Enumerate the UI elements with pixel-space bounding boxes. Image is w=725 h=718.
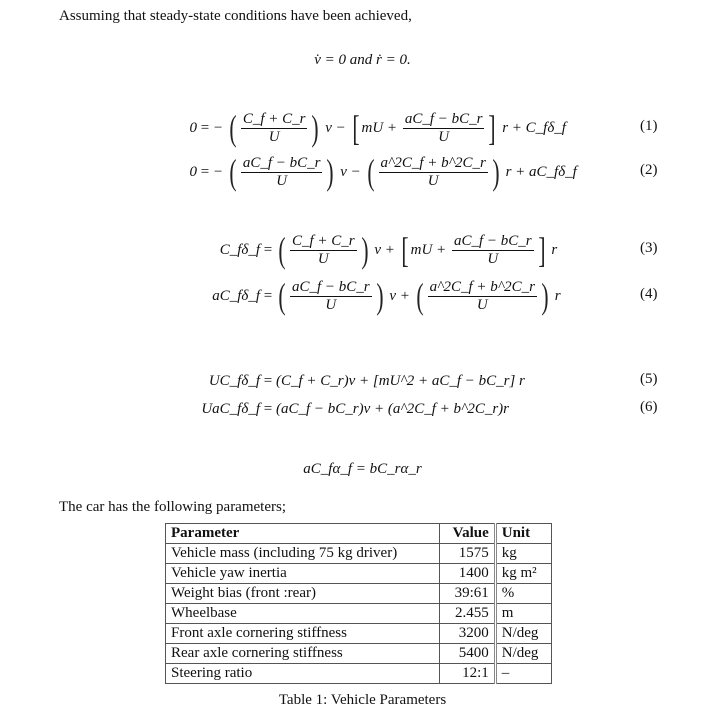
denominator: U <box>325 296 337 313</box>
open-delimiter: [ <box>401 230 409 270</box>
fraction <box>290 279 372 314</box>
value-cell: 5400 <box>440 644 496 664</box>
open-delimiter: [ <box>351 108 360 148</box>
numerator: aC_f − bC_r <box>242 154 321 171</box>
equation-number: (3) <box>640 240 658 256</box>
numerator: C_f + C_r <box>242 110 306 127</box>
value-cell: 1400 <box>440 564 496 584</box>
equation-lhs: 0 <box>189 119 197 136</box>
numerator: aC_f − bC_r <box>404 110 483 127</box>
fraction <box>428 279 537 314</box>
table-row <box>166 644 552 664</box>
equation-term: v − <box>321 119 350 136</box>
equation-term: v + <box>370 241 399 258</box>
unit-cell: kg m² <box>495 564 551 584</box>
equation-lhs: aC_fδ_f <box>212 287 260 304</box>
value-cell: 39:61 <box>440 584 496 604</box>
header-parameter: Parameter <box>166 524 440 544</box>
value-cell: 12:1 <box>440 664 496 684</box>
close-delimiter: ) <box>311 108 320 148</box>
close-delimiter: ) <box>361 230 369 270</box>
equals-sign: = <box>260 372 276 389</box>
equation-term: mU + <box>410 241 450 258</box>
table-row <box>166 624 552 644</box>
denominator: U <box>268 128 280 145</box>
equation-term: r <box>547 241 558 258</box>
fraction <box>452 233 534 268</box>
equation-lhs: UC_fδ_f <box>208 372 260 389</box>
unit-cell: N/deg <box>495 624 551 644</box>
equals-sign: = <box>260 287 276 304</box>
equation-row <box>170 276 561 316</box>
close-delimiter: ] <box>537 230 546 270</box>
table-header-row <box>166 524 552 544</box>
denominator: U <box>276 172 288 189</box>
value-cell: 3200 <box>440 624 496 644</box>
equation-term: (aC_f − bC_r)v + (a^2C_f + b^2C_r)r <box>275 400 509 417</box>
equation-term: v + <box>385 287 414 304</box>
table-row <box>166 584 552 604</box>
table-row <box>166 564 552 584</box>
equation-term: − <box>212 163 227 180</box>
numerator: aC_f − bC_r <box>453 232 532 249</box>
fraction <box>241 111 308 146</box>
parameter-cell: Front axle cornering stiffness <box>166 624 440 644</box>
equation-term: − <box>212 119 227 136</box>
close-delimiter: ] <box>488 108 497 148</box>
value-cell: 2.455 <box>440 604 496 624</box>
equation-row <box>170 230 557 270</box>
table-caption: Table 1: Vehicle Parameters <box>278 692 447 708</box>
equation-number: (1) <box>640 118 658 134</box>
unit-cell: m <box>495 604 551 624</box>
unit-cell: – <box>495 664 551 684</box>
denominator: U <box>487 250 499 267</box>
close-delimiter: ) <box>376 276 384 316</box>
equation-term: r + aC_fδ_f <box>501 163 577 180</box>
header-value: Value <box>440 524 496 544</box>
unit-cell: kg <box>495 544 551 564</box>
parameter-cell: Rear axle cornering stiffness <box>166 644 440 664</box>
equation-number: (2) <box>640 162 658 178</box>
params-intro: The car has the following parameters; <box>59 499 286 515</box>
numerator: a^2C_f + b^2C_r <box>380 154 486 171</box>
numerator: a^2C_f + b^2C_r <box>429 278 535 295</box>
parameter-cell: Wheelbase <box>166 604 440 624</box>
header-unit: Unit <box>495 524 551 544</box>
numerator: C_f + C_r <box>291 232 355 249</box>
value-cell: 1575 <box>440 544 496 564</box>
equation-number: (5) <box>640 371 658 387</box>
denominator: U <box>317 250 329 267</box>
open-delimiter: ( <box>229 152 237 192</box>
numerator: aC_f − bC_r <box>291 278 370 295</box>
equation-term: (C_f + C_r)v + [mU^2 + aC_f − bC_r] r <box>275 372 525 389</box>
equals-sign: = <box>197 119 213 136</box>
equation-term: r + C_fδ_f <box>498 119 566 136</box>
intro-text: Assuming that steady-state conditions have been achieved, <box>59 8 412 24</box>
equals-sign: = <box>197 163 213 180</box>
parameter-cell: Steering ratio <box>166 664 440 684</box>
table-row <box>166 664 552 684</box>
fraction <box>241 155 323 190</box>
equation-lhs: UaC_fδ_f <box>201 400 260 417</box>
equals-sign: = <box>260 241 276 258</box>
open-delimiter: ( <box>416 276 424 316</box>
open-delimiter: ( <box>366 152 375 192</box>
denominator: U <box>476 296 488 313</box>
equation-number: (6) <box>640 399 658 415</box>
fraction <box>403 111 485 146</box>
denominator: U <box>438 128 450 145</box>
equals-sign: = <box>260 400 276 417</box>
unit-cell: % <box>495 584 551 604</box>
equation-row <box>170 108 566 148</box>
close-delimiter: ) <box>326 152 335 192</box>
equation-term: r <box>550 287 561 304</box>
denominator: U <box>427 172 439 189</box>
open-delimiter: ( <box>278 230 286 270</box>
parameter-cell: Vehicle yaw inertia <box>166 564 440 584</box>
close-delimiter: ) <box>541 276 549 316</box>
equation-lhs: C_fδ_f <box>219 241 260 258</box>
fraction <box>290 233 357 268</box>
equation-row <box>170 389 509 429</box>
close-delimiter: ) <box>492 152 500 192</box>
table-row <box>166 604 552 624</box>
equation-number: (4) <box>640 286 658 302</box>
open-delimiter: ( <box>278 276 286 316</box>
vehicle-parameters-table <box>165 523 552 684</box>
equation-row <box>170 152 577 192</box>
parameter-cell: Vehicle mass (including 75 kg driver) <box>166 544 440 564</box>
equation-term: mU + <box>361 119 401 136</box>
open-delimiter: ( <box>229 108 237 148</box>
parameter-cell: Weight bias (front :rear) <box>166 584 440 604</box>
table-row <box>166 544 552 564</box>
steady-state-condition: v̇ = 0 and ṙ = 0. <box>314 52 411 68</box>
unit-cell: N/deg <box>495 644 551 664</box>
equation-lhs: 0 <box>189 163 197 180</box>
balance-equation: aC_fα_f = bC_rα_r <box>303 461 422 477</box>
fraction <box>379 155 488 190</box>
equation-term: v − <box>336 163 365 180</box>
